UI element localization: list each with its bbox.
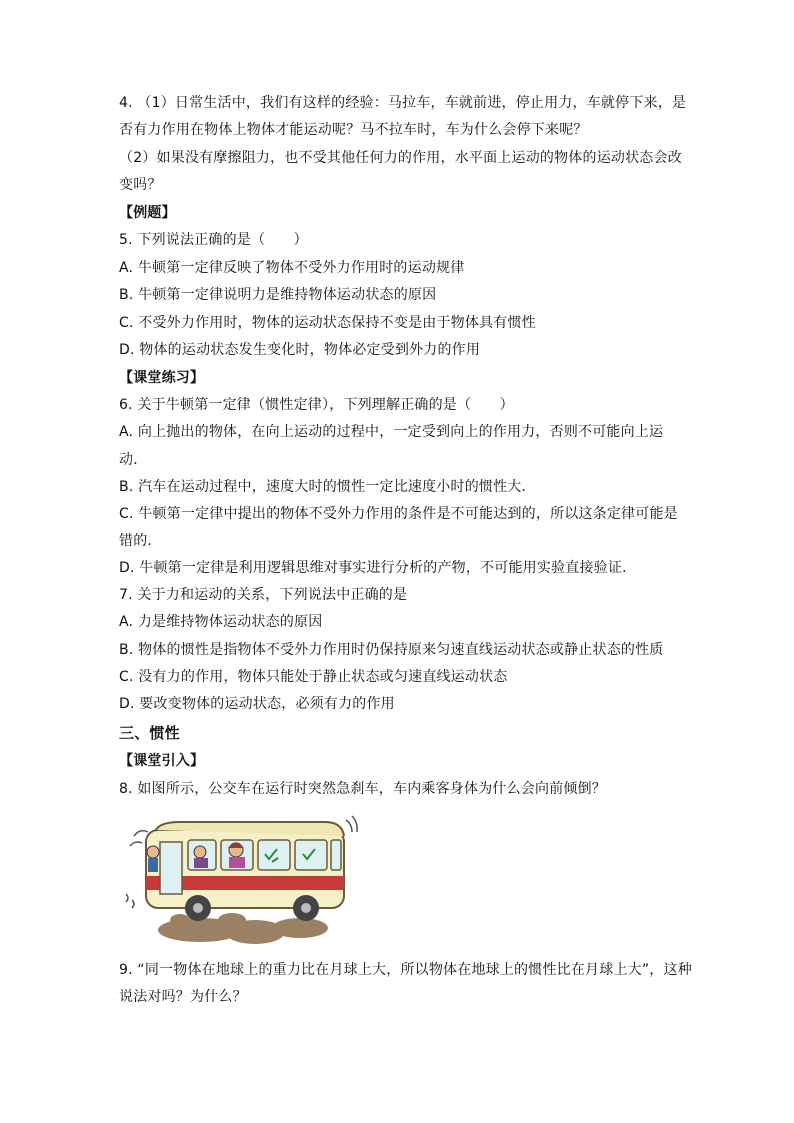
q6-stem: 6. 关于牛顿第一定律（惯性定律），下列理解正确的是（ ） [119,397,514,413]
q7-option-b: B. 物体的惯性是指物体不受外力作用时仍保持原来匀速直线运动状态或静止状态的性质 [119,642,664,658]
q6-option-b: B. 汽车在运动过程中，速度大时的惯性一定比速度小时的惯性大． [119,479,536,495]
q5-option-c: C. 不受外力作用时，物体的运动状态保持不变是由于物体具有惯性 [119,315,536,331]
q6-option-a-line-1: A. 向上抛出的物体，在向上运动的过程中，一定受到向上的作用力，否则不可能向上运 [119,424,664,440]
q6-option-d: D. 牛顿第一定律是利用逻辑思维对事实进行分析的产物，不可能用实验直接验证． [119,560,637,576]
q5-option-a: A. 牛顿第一定律反映了物体不受外力作用时的运动规律 [119,260,465,276]
q5-option-d: D. 物体的运动状态发生变化时，物体必定受到外力的作用 [119,342,481,358]
q4-line-3: （2）如果没有摩擦阻力，也不受其他任何力的作用，水平面上运动的物体的运动状态会改 [119,150,682,166]
q6-option-c-line-1: C. 牛顿第一定律中提出的物体不受外力作用的条件是不可能达到的，所以这条定律可能是 [119,506,678,522]
q4-line-4: 变吗？ [119,177,162,193]
q6-option-a-line-2: 动． [119,452,148,468]
q5-stem: 5. 下列说法正确的是（ ） [119,232,308,248]
q5-option-b: B. 牛顿第一定律说明力是维持物体运动状态的原因 [119,287,437,303]
q6-option-c-line-2: 错的． [119,533,162,549]
q7-option-d: D. 要改变物体的运动状态，必须有力的作用 [119,696,395,712]
q7-option-c: C. 没有力的作用，物体只能处于静止状态或匀速直线运动状态 [119,669,508,685]
q4-line-1: 4. （1）日常生活中，我们有这样的经验：马拉车，车就前进，停止用力，车就停下来，是 [119,95,687,111]
q7-option-a: A. 力是维持物体运动状态的原因 [119,614,323,630]
practice-label: 【课堂练习】 [119,370,205,386]
q9-line-2: 说法对吗？为什么？ [119,989,247,1005]
q7-stem: 7. 关于力和运动的关系，下列说法中正确的是 [119,587,408,603]
q9-line-1: 9. “同一物体在地球上的重力比在月球上大，所以物体在地球上的惯性比在月球上大”，这种 [119,962,692,978]
intro-label: 【课堂引入】 [119,753,205,769]
section-3-title: 三、惯性 [119,724,180,742]
example-label: 【例题】 [119,205,176,221]
braking-bus-illustration [120,812,360,952]
q8-stem: 8. 如图所示，公交车在运行时突然急刹车，车内乘客身体为什么会向前倾倒？ [119,781,607,797]
q4-line-2: 否有力作用在物体上物体才能运动呢？马不拉车时，车为什么会停下来呢？ [119,122,588,138]
bus-icon [120,812,360,952]
